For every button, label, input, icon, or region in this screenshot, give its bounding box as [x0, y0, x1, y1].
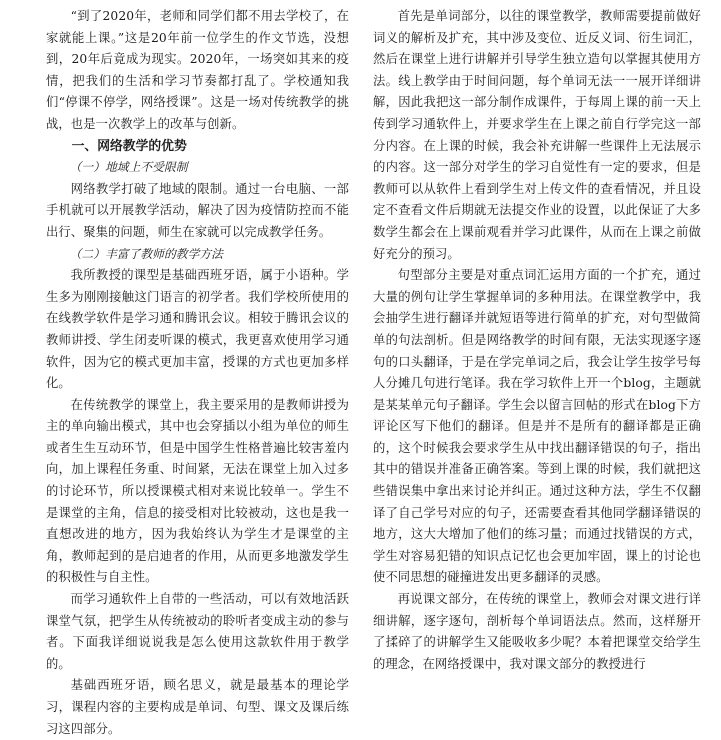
methods-paragraph-basics: 基础西班牙语，顾名思义，就是最基本的理论学习，课程内容的主要构成是单词、句型、课文及课后练习这四部分。: [46, 678, 349, 736]
methods-paragraph-software: 而学习通软件上自带的一些活动，可以有效地活跃课堂气氛，把学生从传统被动的聆听者变成主动的参与者。下面我详细说说我是怎么使用这款软件用于教学的。: [46, 592, 349, 671]
subsection-heading-region: （一）地域上不受限制: [69, 160, 188, 175]
intro-paragraph: “到了2020年，老师和同学们都不用去学校了，在家就能上课。”这是20年前一位学生的作文节选，没想到，20年后竟成为现实。2020年，一场突如其来的疫情，把我们的生活和学习节奏都打乱了。学校通知我们“停课不停学，网络授课”。这是一场对传统教学的挑战，也是一次教学上的改革与创新。: [46, 9, 349, 131]
methods-paragraph-traditional: 在传统教学的课堂上，我主要采用的是教师讲授为主的单向输出模式，其中也会穿插以小组为单位的师生或者生生互动环节，但是中国学生性格普遍比较害羞内向，加上课程任务重、时间紧，无法在课堂上加入过多的讨论环节，所以授课模式相对来说比较单一。学生不是课堂的主角，信息的接受相对比较被动，这也是我一直想改进的地方，因为我始终认为学生才是课堂的主角，教师起到的是启迪者的作用，从而更多地激发学生的积极性与自主性。: [46, 397, 349, 585]
left-column: [46, 6, 349, 740]
right-column: [373, 6, 701, 675]
subsection-heading-methods: （二）丰富了教师的教学方法: [69, 246, 223, 261]
texts-paragraph: 再说课文部分，在传统的课堂上，教师会对课文进行详细讲解，逐字逐句，剖析每个单词语法点。然而，这样掰开了揉碎了的讲解学生又能吸收多少呢？本着把课堂交给学生的理念，在网络授课中，我对课文部分的教授进行: [373, 592, 701, 671]
section-heading-advantages: 一、网络教学的优势: [71, 138, 187, 154]
methods-paragraph-course: 我所教授的课型是基础西班牙语，属于小语种。学生多为刚刚接触这门语言的初学者。我们学校所使用的在线教学软件是学习通和腾讯会议。相较于腾讯会议的教师讲授、学生闭麦听课的模式，我更喜欢使用学习通软件，因为它的模式更加丰富，授课的方式也更加多样化。: [46, 268, 349, 391]
words-paragraph: 首先是单词部分，以往的课堂教学，教师需要提前做好词义的解析及扩充，其中涉及变位、近反义词、衍生词汇，然后在课堂上进行讲解并引导学生独立造句以掌握其使用方法。线上教学由于时间问题，每个单词无法一一展开详细讲解，因此我把这一部分制作成课件，于每周上课的前一天上传到学习通软件上，并要求学生在上课之前自行学完这一部分内容。在上课的时候，我会补充讲解一些课件上无法展示的内容。这一部分对学生的学习自觉性有一定的要求，但是教师可以从软件上看到学生对上传文件的查看情况，并且设定不查看文件后期就无法提交作业的设置，以此保证了大多数学生都会在上课前观看并学习此课件，从而在上课之前做好充分的预习。: [373, 9, 701, 261]
sentences-paragraph: 句型部分主要是对重点词汇运用方面的一个扩充，通过大量的例句让学生掌握单词的多种用法。在课堂教学中，我会抽学生进行翻译并就短语等进行简单的扩充，对句型做简单的句法剖析。但是网络教学的时间有限，无法实现逐字逐句的口头翻译，于是在学完单词之后，我会让学生按学号每人分摊几句进行笔译。我在学习软件上开一个blog，主题就是某某单元句子翻译。学生会以留言回帖的形式在blog下方评论区写下他们的翻译。但是并不是所有的翻译都是正确的，这个时候我会要求学生从中找出翻译错误的句子，指出其中的错误并准备正确答案。等到上课的时候，我们就把这些错误集中拿出来讨论并纠正。通过这种方法，学生不仅翻译了自己学号对应的句子，还需要查看其他同学翻译错误的地方，这大大增加了他们的练习量；而通过找错误的方式，学生对容易犯错的知识点记忆也会更加牢固，课上的讨论也使不同思想的碰撞进发出更多翻译的灵感。: [373, 268, 701, 585]
subsection-region-paragraph: 网络教学打破了地域的限制。通过一台电脑、一部手机就可以开展教学活动，解决了因为疫情防控而不能出行、聚集的问题，师生在家就可以完成教学任务。: [46, 181, 349, 239]
